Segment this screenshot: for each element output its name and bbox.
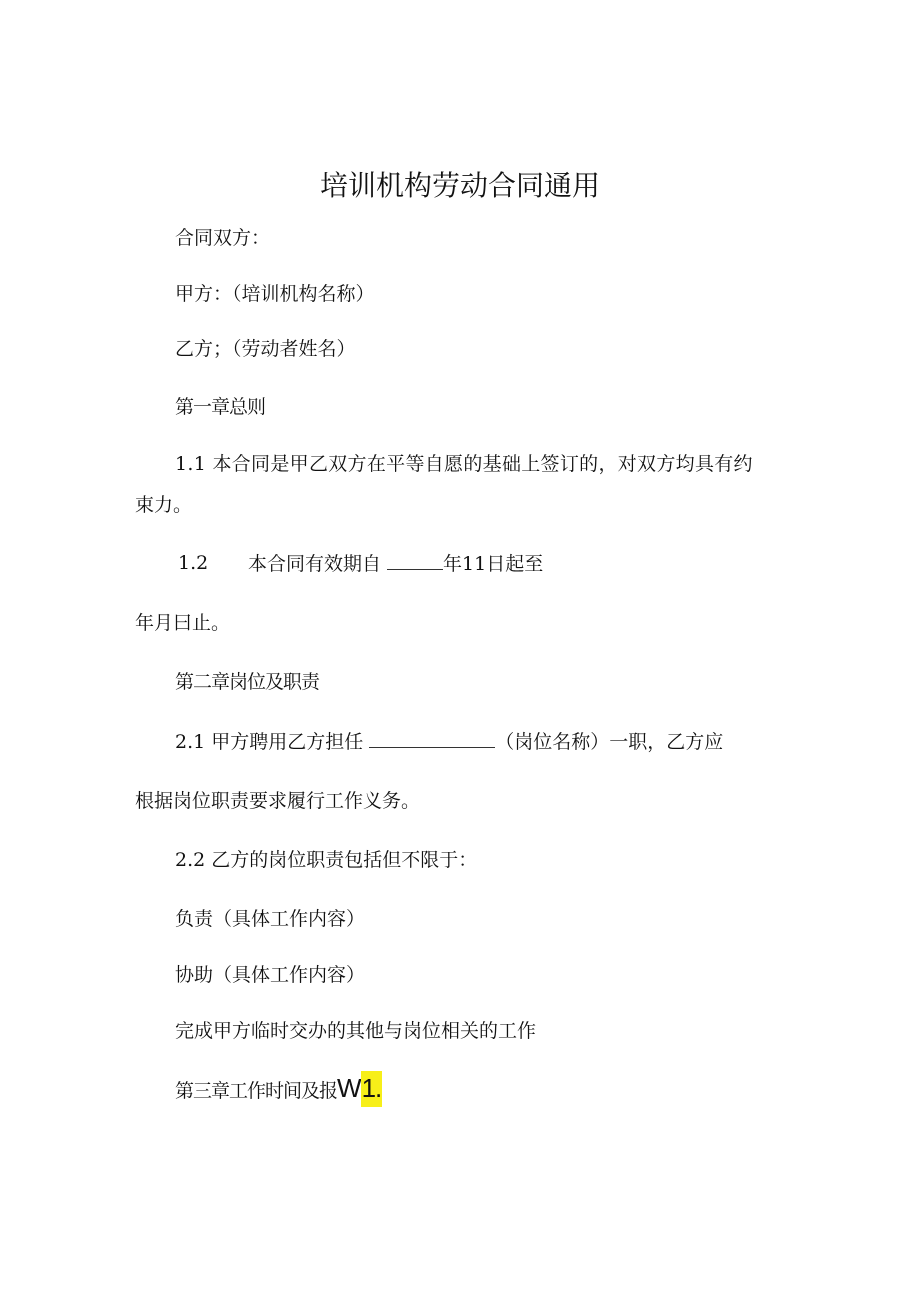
clause-1-1-line1: 1.1 本合同是甲乙双方在平等自愿的基础上签订的，对双方均具有约: [175, 453, 753, 475]
chapter2-heading: 第二章岗位及职责: [175, 671, 320, 693]
duty-item-3: 完成甲方临时交办的其他与岗位相关的工作: [175, 1020, 537, 1042]
clause-1-1-line2: 束力。: [135, 494, 193, 516]
clause-1-2-text: [248, 551, 543, 576]
clause-2-1-line1: [175, 729, 723, 754]
clause-1-2-number: 1.2: [178, 552, 209, 574]
clause-1-2-text-b: 年11日起至: [443, 553, 544, 575]
document-title: 培训机构劳动合同通用: [319, 169, 600, 202]
clause-2-1-blank: [369, 729, 495, 748]
chapter3-heading-w: W: [337, 1073, 361, 1103]
clause-1-2-blank: [387, 551, 443, 570]
clause-2-1-text-a: 2.1 甲方聘用乙方担任: [175, 731, 370, 753]
highlighted-text: 1.: [361, 1071, 383, 1107]
chapter3-heading-text: 第三章工作时间及报: [175, 1080, 338, 1102]
clause-2-1-line2: 根据岗位职责要求履行工作义务。: [135, 790, 421, 812]
party-b: 乙方；（劳动者姓名）: [175, 338, 356, 360]
parties-label: 合同双方：: [175, 227, 271, 249]
duty-item-1: 负责（具体工作内容）: [175, 908, 366, 930]
clause-2-1-text-b: （岗位名称）一职，乙方应: [495, 731, 724, 753]
clause-1-2-line2: 年月曰止。: [135, 612, 231, 634]
duty-item-2: 协助（具体工作内容）: [175, 964, 366, 986]
chapter3-heading: [175, 1073, 382, 1106]
clause-2-2: 2.2 乙方的岗位职责包括但不限于：: [175, 849, 478, 871]
chapter1-heading: 第一章总则: [175, 396, 266, 418]
clause-1-2-text-a: 本合同有效期自: [248, 553, 388, 575]
party-a: 甲方：（培训机构名称）: [175, 283, 375, 305]
